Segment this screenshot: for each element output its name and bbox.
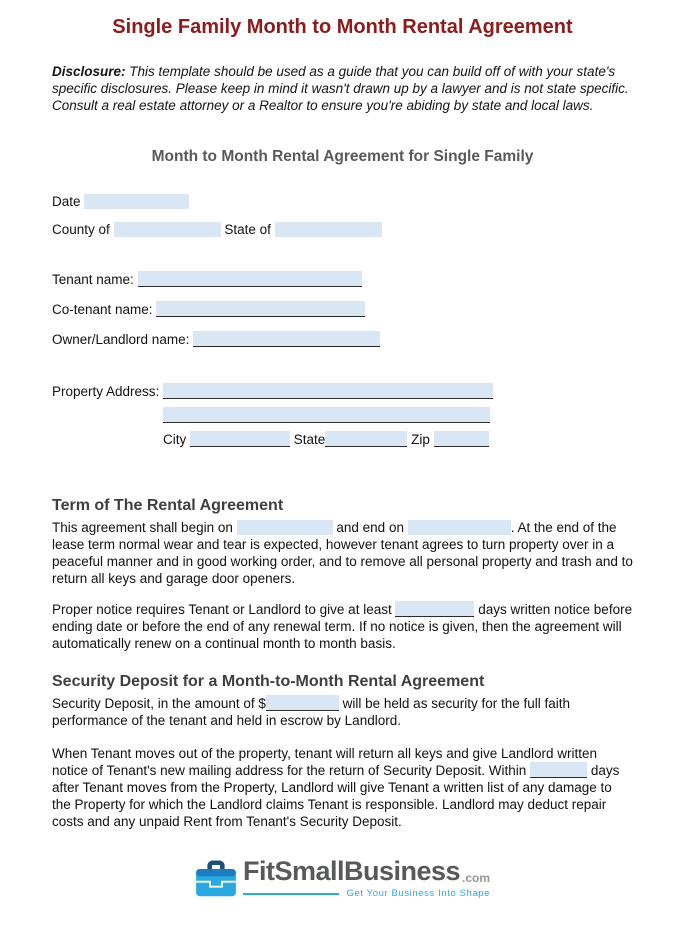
term-paragraph-1 — [52, 519, 633, 587]
state-of-label: State of — [224, 222, 271, 237]
zip-blank[interactable] — [434, 431, 489, 447]
term-p1-text-b: and end on — [336, 520, 404, 535]
brand-domain: .com — [462, 871, 491, 885]
property-address-row-2 — [52, 406, 633, 426]
city-state-blank[interactable] — [325, 431, 407, 447]
brand-tagline: Get Your Business Into Shape — [346, 888, 491, 899]
date-blank[interactable] — [84, 194, 189, 209]
city-state-zip-row — [52, 430, 633, 450]
page-title: Single Family Month to Month Rental Agreement — [112, 16, 573, 38]
term-p2-text-a: Proper notice requires Tenant or Landlord to give at least — [52, 602, 392, 617]
county-state-row — [52, 220, 633, 240]
brand-tagline-row — [243, 888, 490, 899]
cotenant-label: Co-tenant name: — [52, 302, 153, 317]
county-blank[interactable] — [114, 222, 221, 237]
deposit-p1-text-a: Security Deposit, in the amount of $ — [52, 696, 266, 711]
state-blank[interactable] — [275, 222, 382, 237]
logo-text-block — [243, 858, 490, 899]
property-address-label: Property Address: — [52, 384, 160, 399]
deposit-p1-text-b: will be held as security for the full faith performance of the tenant and held in escrow by Landlord. — [52, 696, 570, 728]
deposit-return-days-blank[interactable] — [530, 762, 587, 778]
end-date-blank[interactable] — [408, 520, 511, 535]
disclosure-paragraph — [52, 63, 633, 114]
brand-wordmark-row — [243, 858, 490, 885]
deposit-paragraph-1 — [52, 695, 633, 729]
term-paragraph-2 — [52, 601, 633, 652]
term-p1-text-c: . At the end of the lease term normal wear and tear is expected, however tenant agrees to turn property over in a peaceful manner and in good working order, and to remove all personal property and trash and to return all keys and garage door openers. — [52, 520, 633, 586]
begin-date-blank[interactable] — [237, 520, 333, 535]
city-state-label: State — [293, 432, 326, 447]
deposit-p2-text-a: When Tenant moves out of the property, tenant will return all keys and give Landlord written notice of Tenant's new mailing address for the return of Security Deposit. Within — [52, 746, 598, 778]
owner-name-blank[interactable] — [193, 331, 380, 347]
term-p2-text-b: days written notice before ending date or before the end of any renewal term. If no notice is given, then the agreement will automatically renew on a continual month to month basis. — [52, 602, 633, 651]
brand-wordmark: FitSmallBusiness — [242, 856, 461, 886]
term-section-heading: Term of The Rental Agreement — [52, 497, 284, 514]
date-row — [52, 192, 633, 212]
date-label: Date — [52, 194, 81, 209]
tenant-label: Tenant name: — [52, 272, 134, 287]
owner-row — [52, 330, 633, 350]
disclosure-label: Disclosure: — [52, 64, 126, 79]
property-address-blank-2[interactable] — [163, 407, 490, 423]
city-label: City — [163, 432, 187, 447]
zip-label: Zip — [411, 432, 430, 447]
property-address-blank-1[interactable] — [163, 383, 493, 399]
term-p1-text-a: This agreement shall begin on — [52, 520, 233, 535]
property-address-row — [52, 382, 633, 402]
deposit-paragraph-2 — [52, 745, 633, 830]
footer-logo — [52, 858, 633, 899]
owner-label: Owner/Landlord name: — [52, 332, 190, 347]
notice-days-blank[interactable] — [395, 601, 474, 617]
deposit-p2-text-b: days after Tenant moves from the Property, Landlord will give Tenant a written list of any damage to the Property for which the Landlord claims Tenant is responsible. Landlord may deduct repair costs and any unpaid Rent from Tenant's Security Deposit. — [52, 763, 620, 829]
cotenant-name-blank[interactable] — [156, 301, 365, 317]
tenant-name-blank[interactable] — [138, 271, 362, 287]
disclosure-text: This template should be used as a guide that you can build off of with your state's specific disclosures. Please keep in mind it wasn't drawn up by a lawyer and is not state specific. Consult a real estate attorney or a Realtor to ensure you're abiding by state and local laws. — [52, 64, 629, 113]
tenant-row — [52, 270, 633, 290]
cotenant-row — [52, 300, 633, 320]
county-label: County of — [52, 222, 110, 237]
document-subtitle: Month to Month Rental Agreement for Single Family — [151, 148, 534, 165]
deposit-amount-blank[interactable] — [266, 695, 339, 711]
deposit-section-heading: Security Deposit for a Month-to-Month Rental Agreement — [52, 673, 485, 690]
tagline-rule — [243, 893, 340, 895]
city-blank[interactable] — [190, 431, 290, 447]
briefcase-icon — [195, 860, 237, 898]
